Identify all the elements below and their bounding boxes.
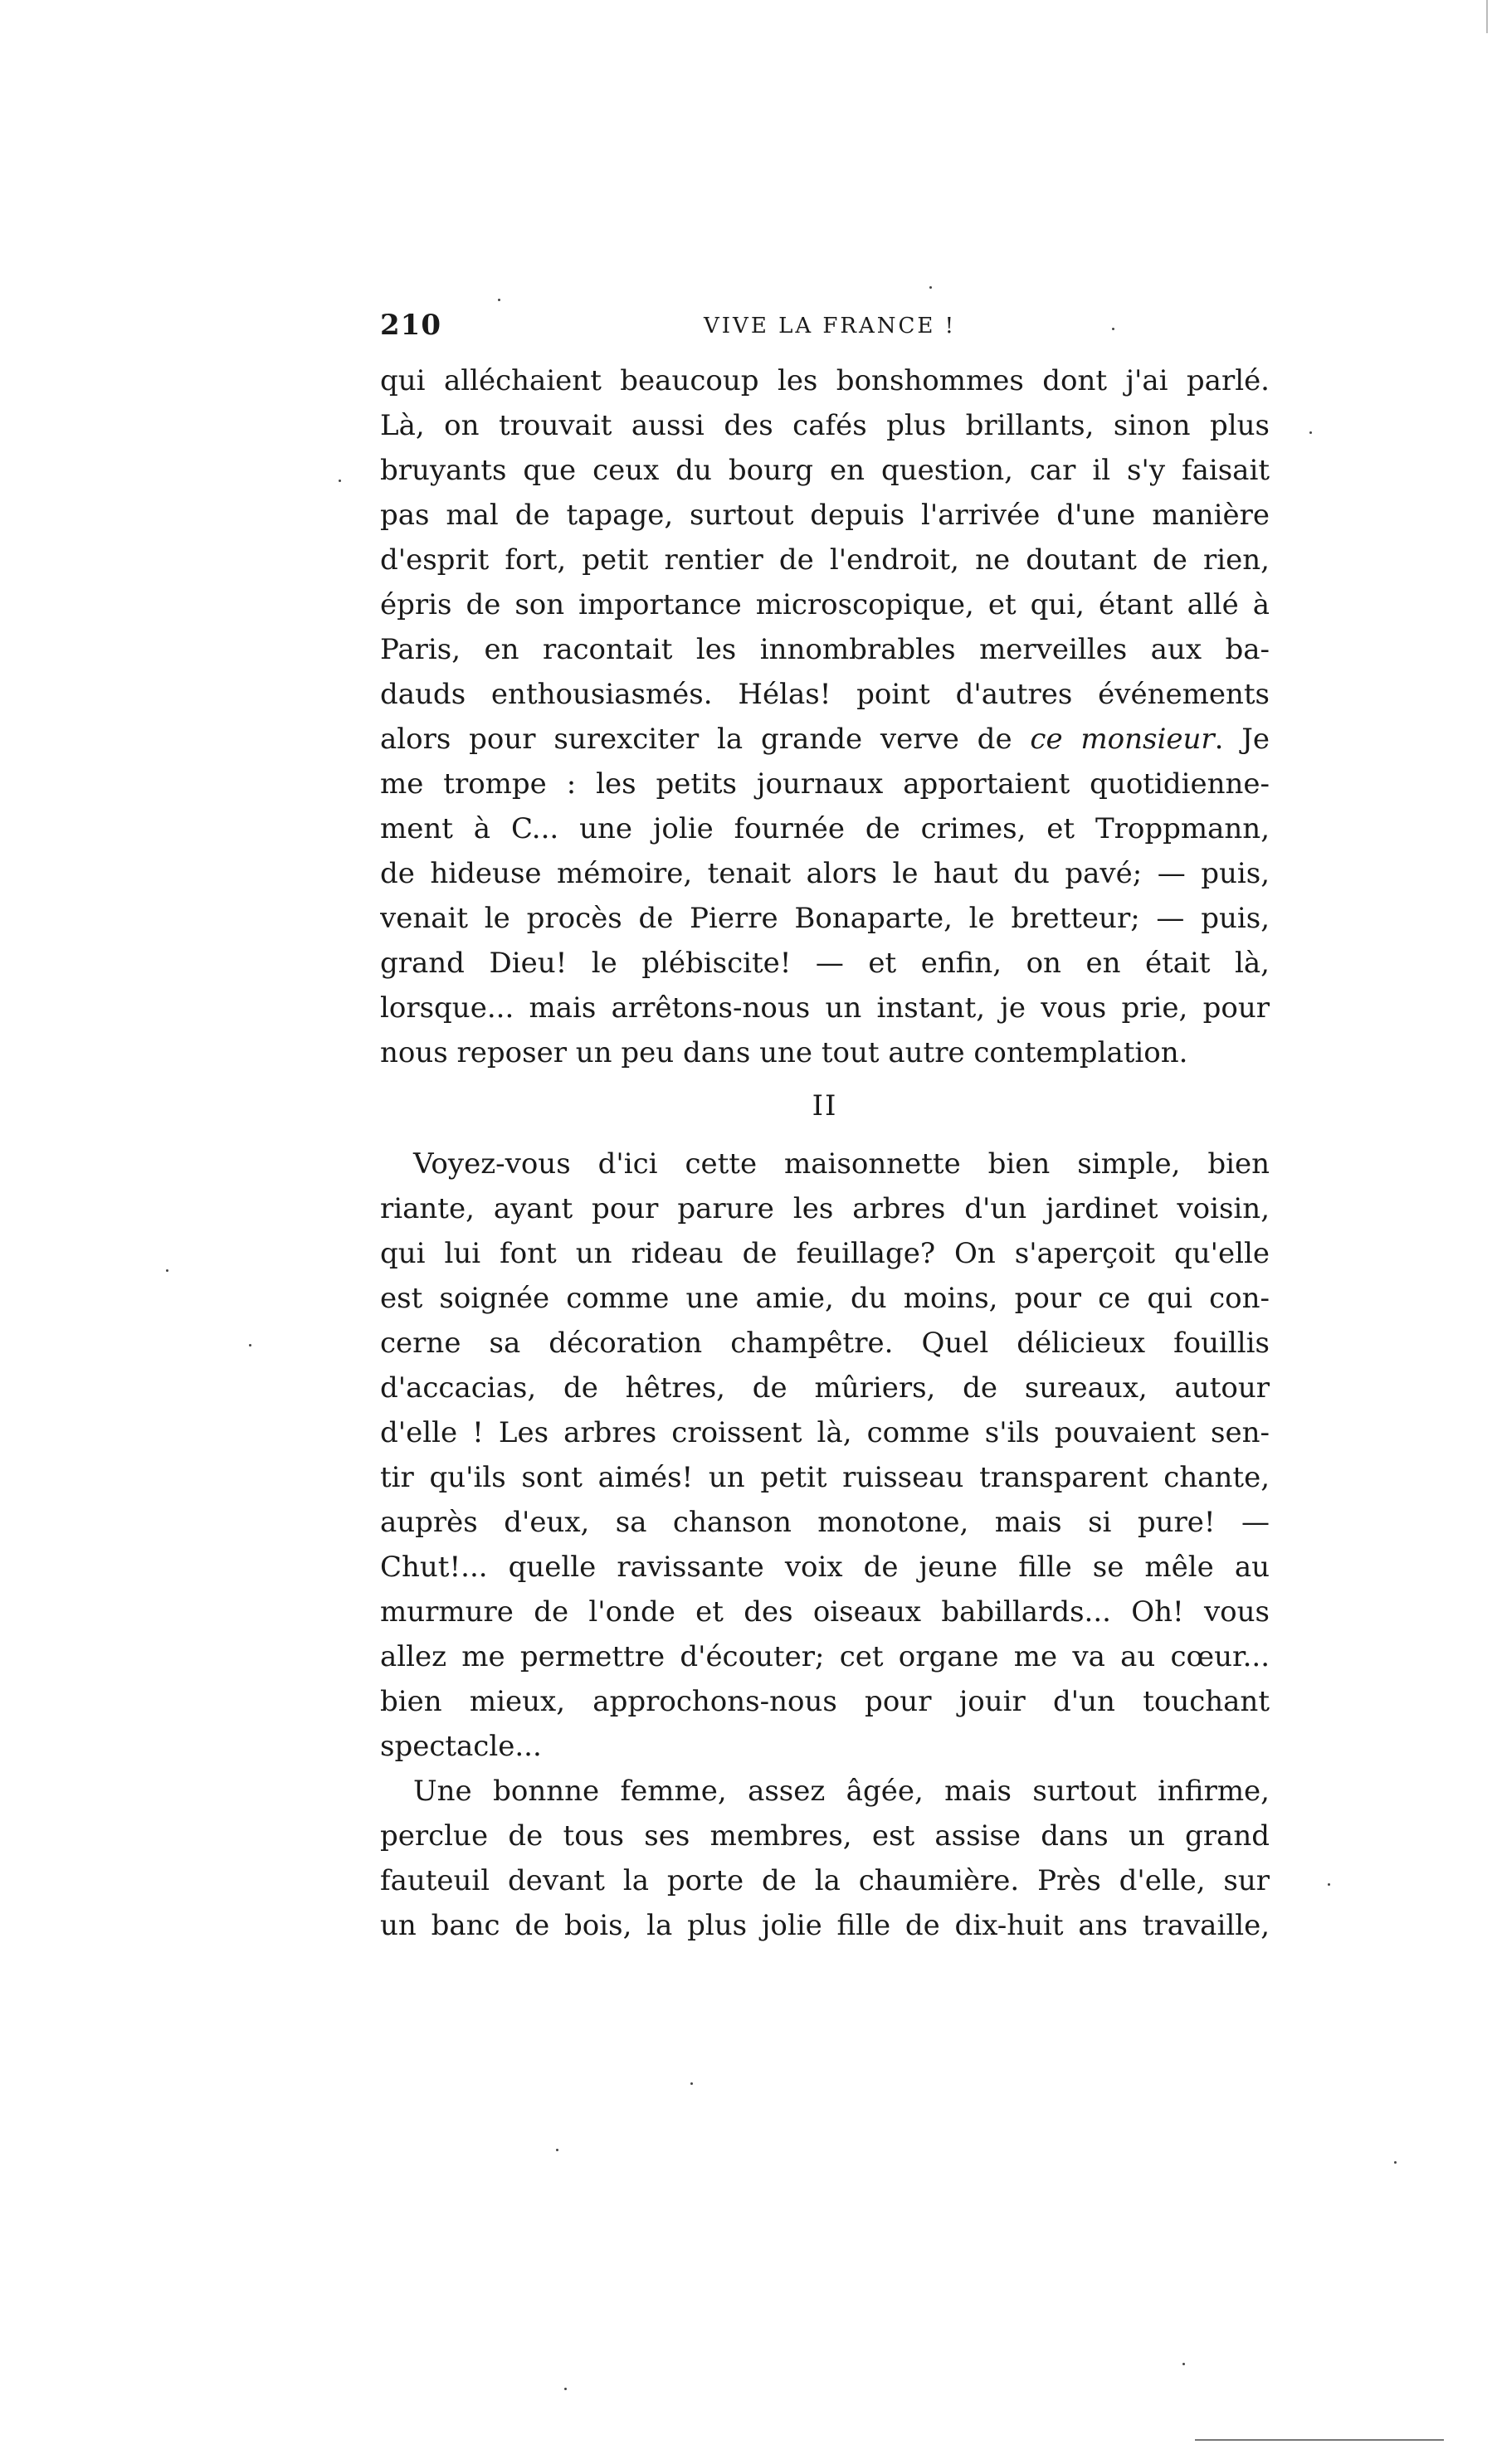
text-line: riante, ayant pour parure les arbres d'un jardinet voisin,: [380, 1192, 1270, 1225]
text-line: spectacle...: [380, 1730, 542, 1763]
scan-speck: [690, 2082, 693, 2085]
paragraph-2: [380, 1142, 1270, 1769]
text-line: d'accacias, de hêtres, de mûriers, de sureaux, autour: [380, 1371, 1270, 1405]
text-line: un banc de bois, la plus jolie fille de dix-huit ans travaille,: [380, 1909, 1270, 1942]
text-line: d'elle ! Les arbres croissent là, comme s'ils pouvaient sen-: [380, 1416, 1270, 1449]
scan-speck: [1182, 2363, 1185, 2365]
text-line: qui alléchaient beaucoup les bonshommes dont j'ai parlé.: [380, 364, 1270, 397]
text-line: allez me permettre d'écouter; cet organe me va au cœur...: [380, 1640, 1270, 1673]
text-line: bien mieux, approchons-nous pour jouir d'un touchant: [380, 1685, 1270, 1718]
text-line: Une bonnne femme, assez âgée, mais surtout infirme,: [413, 1775, 1270, 1808]
text-line: dauds enthousiasmés. Hélas! point d'autres événements: [380, 678, 1270, 711]
text-line: Là, on trouvait aussi des cafés plus brillants, sinon plus: [380, 409, 1270, 442]
text-line: fauteuil devant la porte de la chaumière. Près d'elle, sur: [380, 1864, 1270, 1897]
scan-speck: [1394, 2161, 1397, 2164]
text-line: est soignée comme une amie, du moins, pour ce qui con-: [380, 1282, 1270, 1315]
running-head: [380, 305, 1270, 355]
scan-speck: [1112, 328, 1114, 330]
text-line: cerne sa décoration champêtre. Quel délicieux fouillis: [380, 1327, 1270, 1360]
text-line: perclue de tous ses membres, est assise dans un grand: [380, 1819, 1270, 1853]
text-line: Voyez-vous d'ici cette maisonnette bien simple, bien: [413, 1147, 1270, 1181]
text-line: de hideuse mémoire, tenait alors le haut du pavé; — puis,: [380, 857, 1270, 890]
text-line: nous reposer un peu dans une tout autre contemplation.: [380, 1036, 1188, 1069]
scan-edge-line: [1195, 2439, 1444, 2441]
scan-speck: [339, 480, 341, 482]
text-run: alors pour surexciter la grande verve de: [380, 723, 1012, 756]
text-line: épris de son importance microscopique, et qui, étant allé à: [380, 588, 1270, 621]
scan-speck: [498, 299, 500, 301]
paragraph-3: [380, 1769, 1270, 1948]
text-line: ment à C... une jolie fournée de crimes, et Troppmann,: [380, 812, 1270, 845]
scan-edge-line: [1486, 0, 1488, 33]
italic-phrase: ce monsieur: [1030, 723, 1215, 756]
scan-speck: [1309, 431, 1312, 434]
page-number: 210: [380, 309, 441, 342]
text-line: me trompe : les petits journaux apportaient quotidienne-: [380, 767, 1270, 801]
body-text: [380, 358, 1270, 1948]
text-line: auprès d'eux, sa chanson monotone, mais si pure! —: [380, 1506, 1270, 1539]
text-line: pas mal de tapage, surtout depuis l'arrivée d'une manière: [380, 499, 1270, 532]
text-line: bruyants que ceux du bourg en question, car il s'y faisait: [380, 454, 1270, 487]
text-line: Paris, en racontait les innombrables merveilles aux ba-: [380, 633, 1270, 666]
scan-speck: [929, 286, 932, 289]
scan-speck: [1328, 1883, 1330, 1886]
running-title: VIVE LA FRANCE !: [704, 314, 957, 338]
scan-speck: [249, 1344, 251, 1346]
text-run: . Je: [1214, 723, 1270, 756]
text-line-with-italic: [380, 717, 1270, 762]
text-line: venait le procès de Pierre Bonaparte, le bretteur; — puis,: [380, 902, 1270, 935]
text-line: tir qu'ils sont aimés! un petit ruisseau transparent chante,: [380, 1461, 1270, 1494]
scan-speck: [556, 2149, 558, 2151]
scan-speck: [166, 1269, 168, 1272]
paragraph-1: [380, 358, 1270, 1075]
text-line: murmure de l'onde et des oiseaux babillards... Oh! vous: [380, 1595, 1270, 1629]
text-line: grand Dieu! le plébiscite! — et enfin, on en était là,: [380, 947, 1270, 980]
text-line: qui lui font un rideau de feuillage? On s'aperçoit qu'elle: [380, 1237, 1270, 1270]
section-number: II: [812, 1089, 838, 1122]
text-line: d'esprit fort, petit rentier de l'endroit, ne doutant de rien,: [380, 543, 1270, 577]
scan-speck: [564, 2388, 567, 2390]
text-line: Chut!... quelle ravissante voix de jeune fille se mêle au: [380, 1551, 1270, 1584]
text-line: lorsque... mais arrêtons-nous un instant, je vous prie, pour: [380, 991, 1270, 1025]
